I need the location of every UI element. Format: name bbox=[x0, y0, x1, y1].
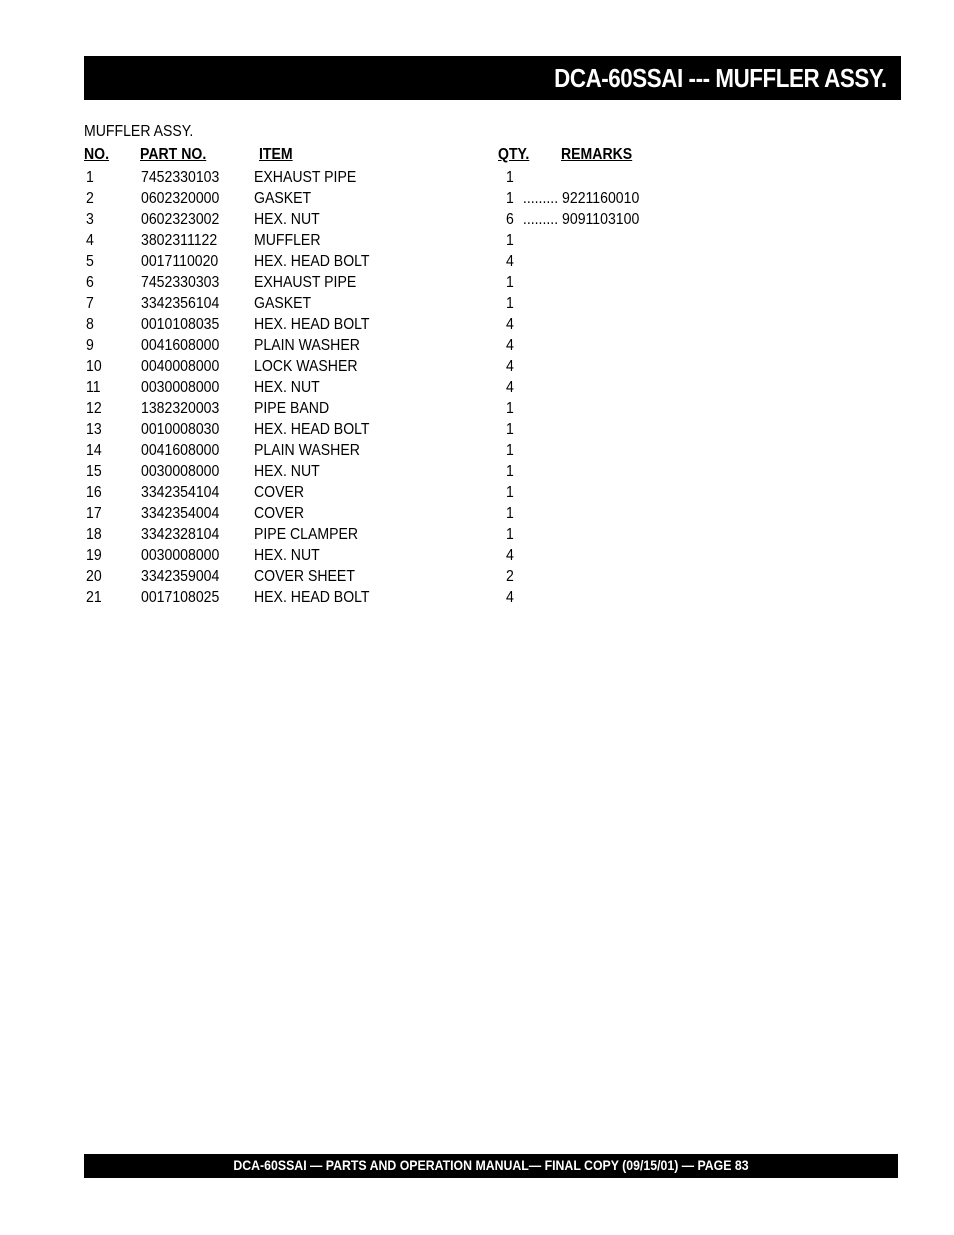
column-headers bbox=[0, 146, 954, 166]
part-item-name: EXHAUST PIPE bbox=[254, 274, 357, 291]
part-item-name: MUFFLER bbox=[254, 232, 321, 249]
part-number-index: 7 bbox=[86, 295, 94, 312]
part-number: 0010008030 bbox=[141, 421, 220, 438]
part-number: 0602320000 bbox=[141, 190, 220, 207]
part-quantity: 4 bbox=[506, 253, 514, 270]
table-row bbox=[0, 482, 954, 503]
part-quantity: 1 bbox=[506, 274, 514, 291]
part-item-name: HEX. NUT bbox=[254, 463, 320, 480]
part-quantity: 1 bbox=[506, 442, 514, 459]
part-number: 0017108025 bbox=[141, 589, 220, 606]
part-item-name: PIPE BAND bbox=[254, 400, 330, 417]
part-quantity: 1 bbox=[506, 526, 514, 543]
table-row bbox=[0, 587, 954, 608]
table-row bbox=[0, 419, 954, 440]
part-number-index: 5 bbox=[86, 253, 94, 270]
header-bar bbox=[84, 56, 901, 100]
part-number: 0017110020 bbox=[141, 253, 219, 270]
table-row bbox=[0, 293, 954, 314]
part-number: 0041608000 bbox=[141, 337, 220, 354]
column-header-qty: QTY. bbox=[498, 146, 530, 163]
part-number-index: 8 bbox=[86, 316, 94, 333]
part-number: 0030008000 bbox=[141, 547, 220, 564]
part-number: 3802311122 bbox=[141, 232, 218, 249]
parts-list bbox=[0, 167, 954, 608]
table-row bbox=[0, 503, 954, 524]
part-number: 1382320003 bbox=[141, 400, 220, 417]
column-header-remarks: REMARKS bbox=[561, 146, 633, 163]
part-quantity: 4 bbox=[506, 358, 514, 375]
section-title: MUFFLER ASSY. bbox=[84, 123, 194, 140]
part-quantity: 4 bbox=[506, 547, 514, 564]
part-number-index: 2 bbox=[86, 190, 94, 207]
table-row bbox=[0, 356, 954, 377]
part-number: 3342328104 bbox=[141, 526, 220, 543]
part-item-name: HEX. HEAD BOLT bbox=[254, 589, 370, 606]
table-row bbox=[0, 230, 954, 251]
part-item-name: HEX. NUT bbox=[254, 211, 320, 228]
part-number: 0602323002 bbox=[141, 211, 220, 228]
footer-text: DCA-60SSAI — PARTS AND OPERATION MANUAL— FINAL COPY (09/15/01) — PAGE 83 bbox=[233, 1157, 749, 1173]
column-header-part-no: PART NO. bbox=[140, 146, 207, 163]
part-quantity: 6 bbox=[506, 211, 514, 228]
part-quantity: 1 bbox=[506, 463, 514, 480]
table-row bbox=[0, 335, 954, 356]
table-row bbox=[0, 209, 954, 230]
part-number: 3342359004 bbox=[141, 568, 220, 585]
table-row bbox=[0, 524, 954, 545]
part-number: 0030008000 bbox=[141, 463, 220, 480]
part-number-index: 13 bbox=[86, 421, 102, 438]
table-row bbox=[0, 167, 954, 188]
table-row bbox=[0, 314, 954, 335]
footer-bar bbox=[84, 1154, 898, 1178]
part-number-index: 1 bbox=[86, 169, 94, 186]
part-quantity: 4 bbox=[506, 589, 514, 606]
part-remarks: ......... 9221160010 bbox=[519, 190, 640, 207]
part-number-index: 6 bbox=[86, 274, 94, 291]
part-item-name: PIPE CLAMPER bbox=[254, 526, 359, 543]
part-number-index: 9 bbox=[86, 337, 94, 354]
part-number-index: 20 bbox=[86, 568, 102, 585]
part-quantity: 1 bbox=[506, 421, 514, 438]
part-number-index: 11 bbox=[86, 379, 101, 396]
part-quantity: 1 bbox=[506, 505, 514, 522]
table-row bbox=[0, 251, 954, 272]
part-quantity: 4 bbox=[506, 337, 514, 354]
part-item-name: COVER bbox=[254, 484, 305, 501]
part-number-index: 16 bbox=[86, 484, 102, 501]
part-quantity: 1 bbox=[506, 190, 514, 207]
part-number-index: 19 bbox=[86, 547, 102, 564]
part-item-name: LOCK WASHER bbox=[254, 358, 358, 375]
column-header-no: NO. bbox=[84, 146, 110, 163]
part-item-name: COVER SHEET bbox=[254, 568, 355, 585]
table-row bbox=[0, 440, 954, 461]
part-remarks: ......... 9091103100 bbox=[519, 211, 640, 228]
part-number: 0040008000 bbox=[141, 358, 220, 375]
part-number-index: 18 bbox=[86, 526, 102, 543]
table-row bbox=[0, 545, 954, 566]
table-row bbox=[0, 398, 954, 419]
table-row bbox=[0, 272, 954, 293]
table-row bbox=[0, 566, 954, 587]
part-number-index: 4 bbox=[86, 232, 94, 249]
part-number: 3342356104 bbox=[141, 295, 220, 312]
part-number: 7452330103 bbox=[141, 169, 220, 186]
part-item-name: HEX. NUT bbox=[254, 547, 320, 564]
part-quantity: 1 bbox=[506, 232, 514, 249]
part-number: 7452330303 bbox=[141, 274, 220, 291]
part-number-index: 3 bbox=[86, 211, 94, 228]
part-number: 0010108035 bbox=[141, 316, 220, 333]
part-item-name: COVER bbox=[254, 505, 305, 522]
part-number: 0041608000 bbox=[141, 442, 220, 459]
column-header-item: ITEM bbox=[259, 146, 293, 163]
part-quantity: 4 bbox=[506, 316, 514, 333]
part-quantity: 1 bbox=[506, 484, 514, 501]
part-item-name: PLAIN WASHER bbox=[254, 337, 360, 354]
page-title: DCA-60SSAI --- MUFFLER ASSY. bbox=[554, 63, 887, 93]
part-number-index: 10 bbox=[86, 358, 102, 375]
part-item-name: GASKET bbox=[254, 190, 312, 207]
part-item-name: HEX. HEAD BOLT bbox=[254, 316, 370, 333]
part-number-index: 17 bbox=[86, 505, 102, 522]
part-quantity: 1 bbox=[506, 295, 514, 312]
part-item-name: HEX. HEAD BOLT bbox=[254, 421, 370, 438]
part-item-name: PLAIN WASHER bbox=[254, 442, 360, 459]
part-item-name: GASKET bbox=[254, 295, 312, 312]
part-number-index: 12 bbox=[86, 400, 102, 417]
part-number: 0030008000 bbox=[141, 379, 220, 396]
part-quantity: 1 bbox=[506, 169, 514, 186]
part-quantity: 4 bbox=[506, 379, 514, 396]
part-item-name: HEX. NUT bbox=[254, 379, 320, 396]
part-quantity: 1 bbox=[506, 400, 514, 417]
part-quantity: 2 bbox=[506, 568, 514, 585]
part-item-name: EXHAUST PIPE bbox=[254, 169, 357, 186]
part-number: 3342354004 bbox=[141, 505, 220, 522]
table-row bbox=[0, 188, 954, 209]
part-number-index: 21 bbox=[86, 589, 102, 606]
part-item-name: HEX. HEAD BOLT bbox=[254, 253, 370, 270]
part-number-index: 14 bbox=[86, 442, 102, 459]
part-number-index: 15 bbox=[86, 463, 102, 480]
part-number: 3342354104 bbox=[141, 484, 220, 501]
table-row bbox=[0, 461, 954, 482]
table-row bbox=[0, 377, 954, 398]
